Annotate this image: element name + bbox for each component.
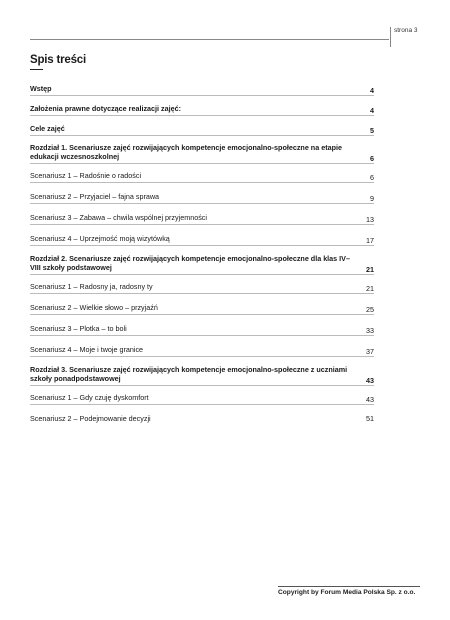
toc-entry[interactable] [30,171,374,183]
toc-entry-title: Scenariusz 2 – Wielkie słowo – przyjaźń [30,303,158,312]
header-rule [30,39,389,40]
toc-entry[interactable] [30,324,374,336]
toc-entry[interactable] [30,84,374,96]
toc-entry-title: Scenariusz 1 – Radośnie o radości [30,171,142,180]
toc-entry[interactable] [30,303,374,315]
toc-entry-page: 4 [370,106,374,115]
toc-entry-page: 43 [366,395,374,404]
toc-entry[interactable] [30,393,374,405]
header-divider [390,27,391,47]
toc-entry-page: 43 [366,376,374,385]
toc-entry-title: Wstęp [30,84,52,93]
toc-entry-page: 17 [366,236,374,245]
title-underline [30,69,43,70]
toc-entry-title: Rozdział 1. Scenariusze zajęć rozwijających kompetencje emocjonalno-społeczne na etapie edukacji wczesnoszkolnej [30,143,342,161]
toc-entry[interactable] [30,143,374,164]
toc-entry-page: 51 [366,414,374,423]
toc-entry-title: Scenariusz 2 – Podejmowanie decyzji [30,414,151,423]
toc-title: Spis treści [30,54,86,66]
toc-entry-title: Scenariusz 1 – Gdy czuję dyskomfort [30,393,149,402]
toc-entry[interactable] [30,282,374,294]
toc-entry[interactable] [30,234,374,246]
toc-entry-page: 6 [370,154,374,163]
toc-entry[interactable] [30,192,374,204]
toc-entry[interactable] [30,124,374,136]
toc-entry-title: Scenariusz 1 – Radosny ja, radosny ty [30,282,153,291]
toc-entry[interactable] [30,104,374,116]
toc-entry-page: 6 [370,173,374,182]
toc-entry-title: Scenariusz 2 – Przyjaciel – fajna sprawa [30,192,160,201]
table-of-contents [30,84,374,423]
toc-entry-page: 9 [370,194,374,203]
toc-entry-title: Założenia prawne dotyczące realizacji zajęć: [30,104,182,113]
toc-entry-page: 21 [366,284,374,293]
footer-rule [278,586,420,587]
toc-entry-title: Scenariusz 4 – Uprzejmość moją wizytówką [30,234,170,243]
toc-entry-title: Scenariusz 3 – Zabawa – chwila wspólnej przyjemności [30,213,207,222]
toc-entry[interactable] [30,414,374,423]
toc-entry[interactable] [30,365,374,386]
toc-entry-title: Scenariusz 4 – Moje i twoje granice [30,345,144,354]
toc-entry-page: 37 [366,347,374,356]
toc-entry-page: 4 [370,86,374,95]
toc-entry-page: 33 [366,326,374,335]
toc-entry-page: 21 [366,265,374,274]
toc-entry-title: Rozdział 2. Scenariusze zajęć rozwijających kompetencje emocjonalno-społeczne dla klas IV–VIII szkoły podstawowej [30,254,350,272]
toc-entry-page: 13 [366,215,374,224]
toc-entry[interactable] [30,254,374,275]
toc-entry-page: 5 [370,126,374,135]
copyright-notice: Copyright by Forum Media Polska Sp. z o.o. [278,589,416,596]
page-number: strona 3 [394,27,418,34]
toc-entry[interactable] [30,213,374,225]
toc-entry[interactable] [30,345,374,357]
toc-entry-title: Rozdział 3. Scenariusze zajęć rozwijających kompetencje emocjonalno-społeczne z uczniami szkoły ponadpodstawowej [30,365,348,383]
toc-entry-title: Cele zajęć [30,124,65,133]
toc-entry-title: Scenariusz 3 – Plotka – to boli [30,324,127,333]
toc-entry-page: 25 [366,305,374,314]
